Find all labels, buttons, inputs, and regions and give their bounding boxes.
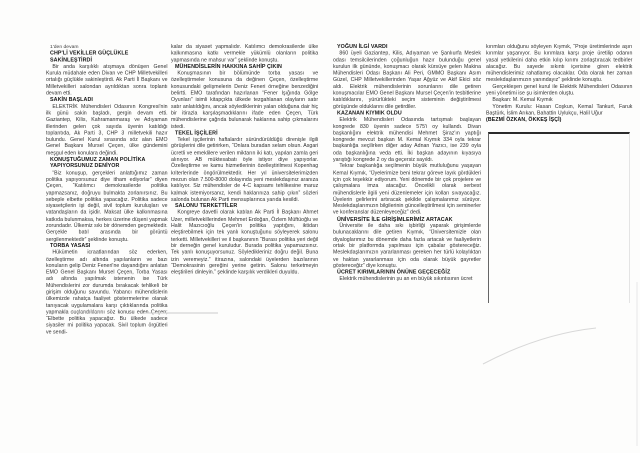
byline: (BEZMİ ÖZKAN, ÖKKEŞ İŞÇİ) <box>486 117 562 123</box>
body-paragraph: Hükümetin icraatlarından söz ederken, özelleştirme adı altında yapılanların ve bazı konuların gelip Deniz Feneri'ne dayandığını anlatan EMO Genel Başkanı Mursel Çeçen, Torba Yasası adı altında yapılmak istenenin ise Türk Mühendislerini zor durumda bırakacak tehlikeli bir girişim olduğunu savundu. Yabancı mühendislerin ülkemizde rahatça faaliyet göstermelerine olanak tanıyacak uygulamalara karşı çıktıklarında politika yapmakla suçlandıklarını söz konusu eden Çeçen; “Elbette politika yapacağız. Bu ülkede sadece siyasiler mi politika yapacak. Sivil toplum örgütleri ve sendi- <box>46 249 168 336</box>
body-paragraph: ELEKTRİK Mühendisleri Odasının Kongresi'nin ilk günü sakin başladı, gergin devam etti. Gaziantep, Kilis, Kahramanmaraş ve Adıyaman illerinden gelen çok sayıda üyenin katıldığı toplantıda, Ak Parti 3, CHP 3 milletvekili hazır bulundu. Genel Kurul sırasında söz alan EMO Genel Başkanı Mursel Çeçen, ülke gündemini meşgul eden konulara değindi. <box>46 103 168 156</box>
body-paragraph: Elektrik mühendislerinin şu an en büyük sıkıntısının ücret <box>339 276 473 282</box>
section-heading: TORBA YASASI <box>50 243 91 249</box>
body-paragraph: Gerçekleşen genel kurul ile Elektrik Mühendisleri Odasının yeni yönetimi ise şu isimlerden oluştu. <box>486 83 633 97</box>
body-paragraph-continued: kalar da siyaset yapmalıdır. Katılımcı demokrasilerde ülke kalkınmasına katkı vermekle yükümlü olanların politika yapmasında ne mahsur var” şeklinde konuştu. <box>171 44 319 63</box>
body-paragraph: Tekrar başkanlığa seçilmenin büyük mutluluğunu yaşayan Kemal Kıymık, “Üyelerimize beni tekrar göreve layık gördükleri için çok teşekkür ediyorum. Yeni dönemde bir çok projelere ve çalışmalara imza atacağız. Öncelikli olarak serbest mühendislerle ilgili yeni düzenlemeler için kolları sıvayacağız. Üyelerin gelirlerini artıracak şekilde çalışmalarımız sürüyor. Meslekdaşlarımızın bilgilerinin güncelleştirilmesi için seminerler ve konferanslar düzenleyeceğiz” dedi. <box>333 163 481 216</box>
body-paragraph: Başkan: M. Kemal Kıymık <box>492 97 553 103</box>
scan-artifact-curve <box>483 328 596 364</box>
body-paragraph: Bir anda karşılıklı atışmaya dönüşen Genel Kurula müdahale eden Divan ve CHP Milletvekilleri ortalığı güçlükle sakinleştirdi. Ak Parti İl Başkanı ve Milletvekilleri salondan ayrıldıktan sonra toplantı devam etti. <box>46 63 168 97</box>
section-heading: YOĞUN İLGİ VARDI <box>337 44 388 50</box>
section-heading: MÜHENDİSLERİN HAKKINA SAHİP ÇIKIN <box>175 63 282 70</box>
text-column-3 <box>333 44 481 283</box>
section-heading: ÜCRET KIRIMLARININ ÖNÜNE GEÇECEĞİZ <box>337 269 451 276</box>
empty-frame-box <box>488 132 630 303</box>
body-paragraph-continued: kırımları olduğunu söyleyen Kıymık, “Proje üretimlerinde aşırı kırımlar yaşanıyor. Bu kırımlara karşı proje üretilip odanın yasal yetkilerini daha etkin kılıp kırımı zorlaştıracak tedbirler alacağız. Bu sayede sıkıntı içerisine giren elektrik mühendislerimiz rahatlamış olacaklar. Oda olarak her zaman meslekdaşlarımızın yanındayız” şeklinde konuştu. <box>486 44 633 83</box>
body-paragraph: 860 üyeli Gaziantep, Kilis, Adıyaman ve Şanlıurfa Meslek odası temsilcilerinden çoğunluğun hazır bulunduğu genel kurulun ilk gününde, konuşmacı olarak kürsüye gelen Makina Mühendisleri Odası Başkanı Ali Peri, GMMO Başkanı Asım Güzel, CHP Milletvekillerinden Yaşar Ağyüz ve Akif Ekici söz aldı. Elektrik mühendislerinin sorunlarını dile getiren konuşmacılar EMO Genel Başkanı Mursel Çeçen'in tesbitlerine katıldıklarını, yürürlükteki seçim sisteminin değiştirilmesi görüşünde olduklarını dile getirdiler. <box>333 50 481 110</box>
body-paragraph: Kongreye davetli olarak katılan Ak Parti İl Başkanı Ahmet Uzer, milletvekillerinden Mehmet Erdoğan, Özlem Müftüoğlu ve Halit Mazıcıoğlu Çeçen'in politika yaptığını, iktidarı eleştirebilmek için tek yanlı konuştuğunu söyleyerek salonu terketti. Milletvekilleri ve il başkanının “Burası politika yeri değil bir derneğin genel kuruludur. Burada politika yapamazsınız. Tek yanlı konuşuyorsunuz. Söyledikleriniz doğru değil. Buna izin veremeyiz.” itirazına, salondaki üyelerden bazılarının “Demokrasinin gereğini yerine getirin. Salonu terketmeyin eleştirileri dinleyin.” şeklinde karşılık verdikleri duyuldu. <box>171 209 319 276</box>
section-heading: CHP'Lİ VEKİLLER GÜÇLÜKLE SAKİNLEŞTİRDİ <box>50 50 129 63</box>
body-paragraph: Yönetim Kurulu: Hasan Coşkun, Kemal Tankurt, Faruk Baştürk, İslim Arıkan, Bahattin Uylukçu, Halil Uğur <box>486 103 633 116</box>
body-paragraph: Tekel işçilerinin haftalardır süründürüldüğü direnişle ilgili görüşlerini dile getirirken, “Onlara buradan selam olsun. Asgari ücretli ve emeklilere verilen miktarın iki katı, yapılan zamla geri alınıyor. AB müktesabatı öyle istiyor diye yapıyorlar. Özelleştirme ve kamu hizmetlerinin özelleştirilmesi Kopenhag kriterlerinde öngörülmektedir. Her yıl üniversitelerimizden mezun olan 7.500-8000 dolayında yeni meslekdaşınız aranıza katılıyor. Siz mühendisler de 4-C kapsamı tehlikesine maruz kalmak istemiyorsanız, kendi haklarınıza sahip çıkın” sözleri salonda bulunan Ak Parti mensuplarınca yarıda kesildi. <box>171 136 319 203</box>
section-heading: SALONU TERKETTİLER <box>175 203 238 209</box>
section-heading: ÜNİVERSİTE İLE GİRİŞİMLERİMİZ ARTACAK <box>337 216 453 223</box>
section-heading: KAZANAN KIYMIK OLDU <box>337 110 402 116</box>
body-paragraph: Elektrik Mühendisleri Odasında tartışmalı başlayan kongrede 830 üyenin sadece 575'i oy kullandı. Divan başkanlığını elektrik mühendisi Mehmet Şiraz'ın yaptığı kongrede mevcut başkan M. Kemal Kıymık 334 oyla tekrar başkanlığa seçilirken diğer aday Adnan Yazıcı, ise 239 oyla oda başkanlığına veda etti. İki başkan adayının kıyasıya yarıştığı kongrede 2 oy da geçersiz sayıldı. <box>333 117 481 163</box>
text-column-2 <box>171 44 318 276</box>
body-paragraph: Konuşmasının bir bölümünde torba yasası ve özelleştirmeler konusuna da değinen Çeçen, özelleştirme konusundaki gelişmelerin Deniz Feneri örneğine benzediğini belirtti. EMO tarafından hazırlanan “Fener Işığında Gölge Oyunları” isimli kitapçıkta ülkede tezgahlanan olayların satır satır anlatıldığını, ancak söylediklerinin yalan olduğuna dair hiç bir itirazla karşılaşmadıklarını ifade eden Çeçen, Türk mühendislerine çağrıda bulunarak haklarına sahip çıkmalarını istedi. <box>171 70 319 130</box>
body-paragraph: “Biz konuşup, gerçekleri anlattığımız zaman politika yapıyorsunuz diye itham ediyorlar” diyen Çeçen, “Katılımcı demokrasilerde politika yapmazsanız, doğruyu bulmakta zorlanırsınız. Bu sebeple elbette politika yapacağız. Politika sadece siyasetçilerin işi değil, sivil toplum kuruluşları ve vatandaşların da işidir. Maksat ülke kalkınmasına katkıda bulunmaksa, herkes üzerine düşeni yapmak zorundadır. Ülkemiz sıkı bir dönemden geçmektedir. Gerçekle batıl arasında bir görüntü sergilenmektedir” şeklinde konuştu. <box>46 170 168 243</box>
section-heading: KONUŞTUĞUMUZ ZAMAN POLİTİKA YAPIYORSUNUZ DENİYOR <box>50 156 146 170</box>
text-column-1 <box>46 44 168 336</box>
text-column-4 <box>486 44 632 124</box>
continued-from-note: 1'den devam <box>50 44 79 50</box>
section-heading: SAKİN BAŞLADI <box>50 97 93 103</box>
body-paragraph: Üniversite ile daha sıkı işbirliği yaparak girişimlerde bulunacaklarını dile getiren Kıymık, “Üniversitemizle olan diyaloglarımız bu dönemde daha fazla artacak ve faaliyetlerin ortak bir platformda yapılması için çabalar göstereceğiz. Meslekdaşlarımızın yararlanması gereken her türlü kolaylıktan ve haktan yararlanması için oda olarak büyük gayretler göstereceğiz” diye konuştu. <box>333 223 481 269</box>
section-heading: TEKEL İŞÇİLERİ <box>175 130 218 136</box>
